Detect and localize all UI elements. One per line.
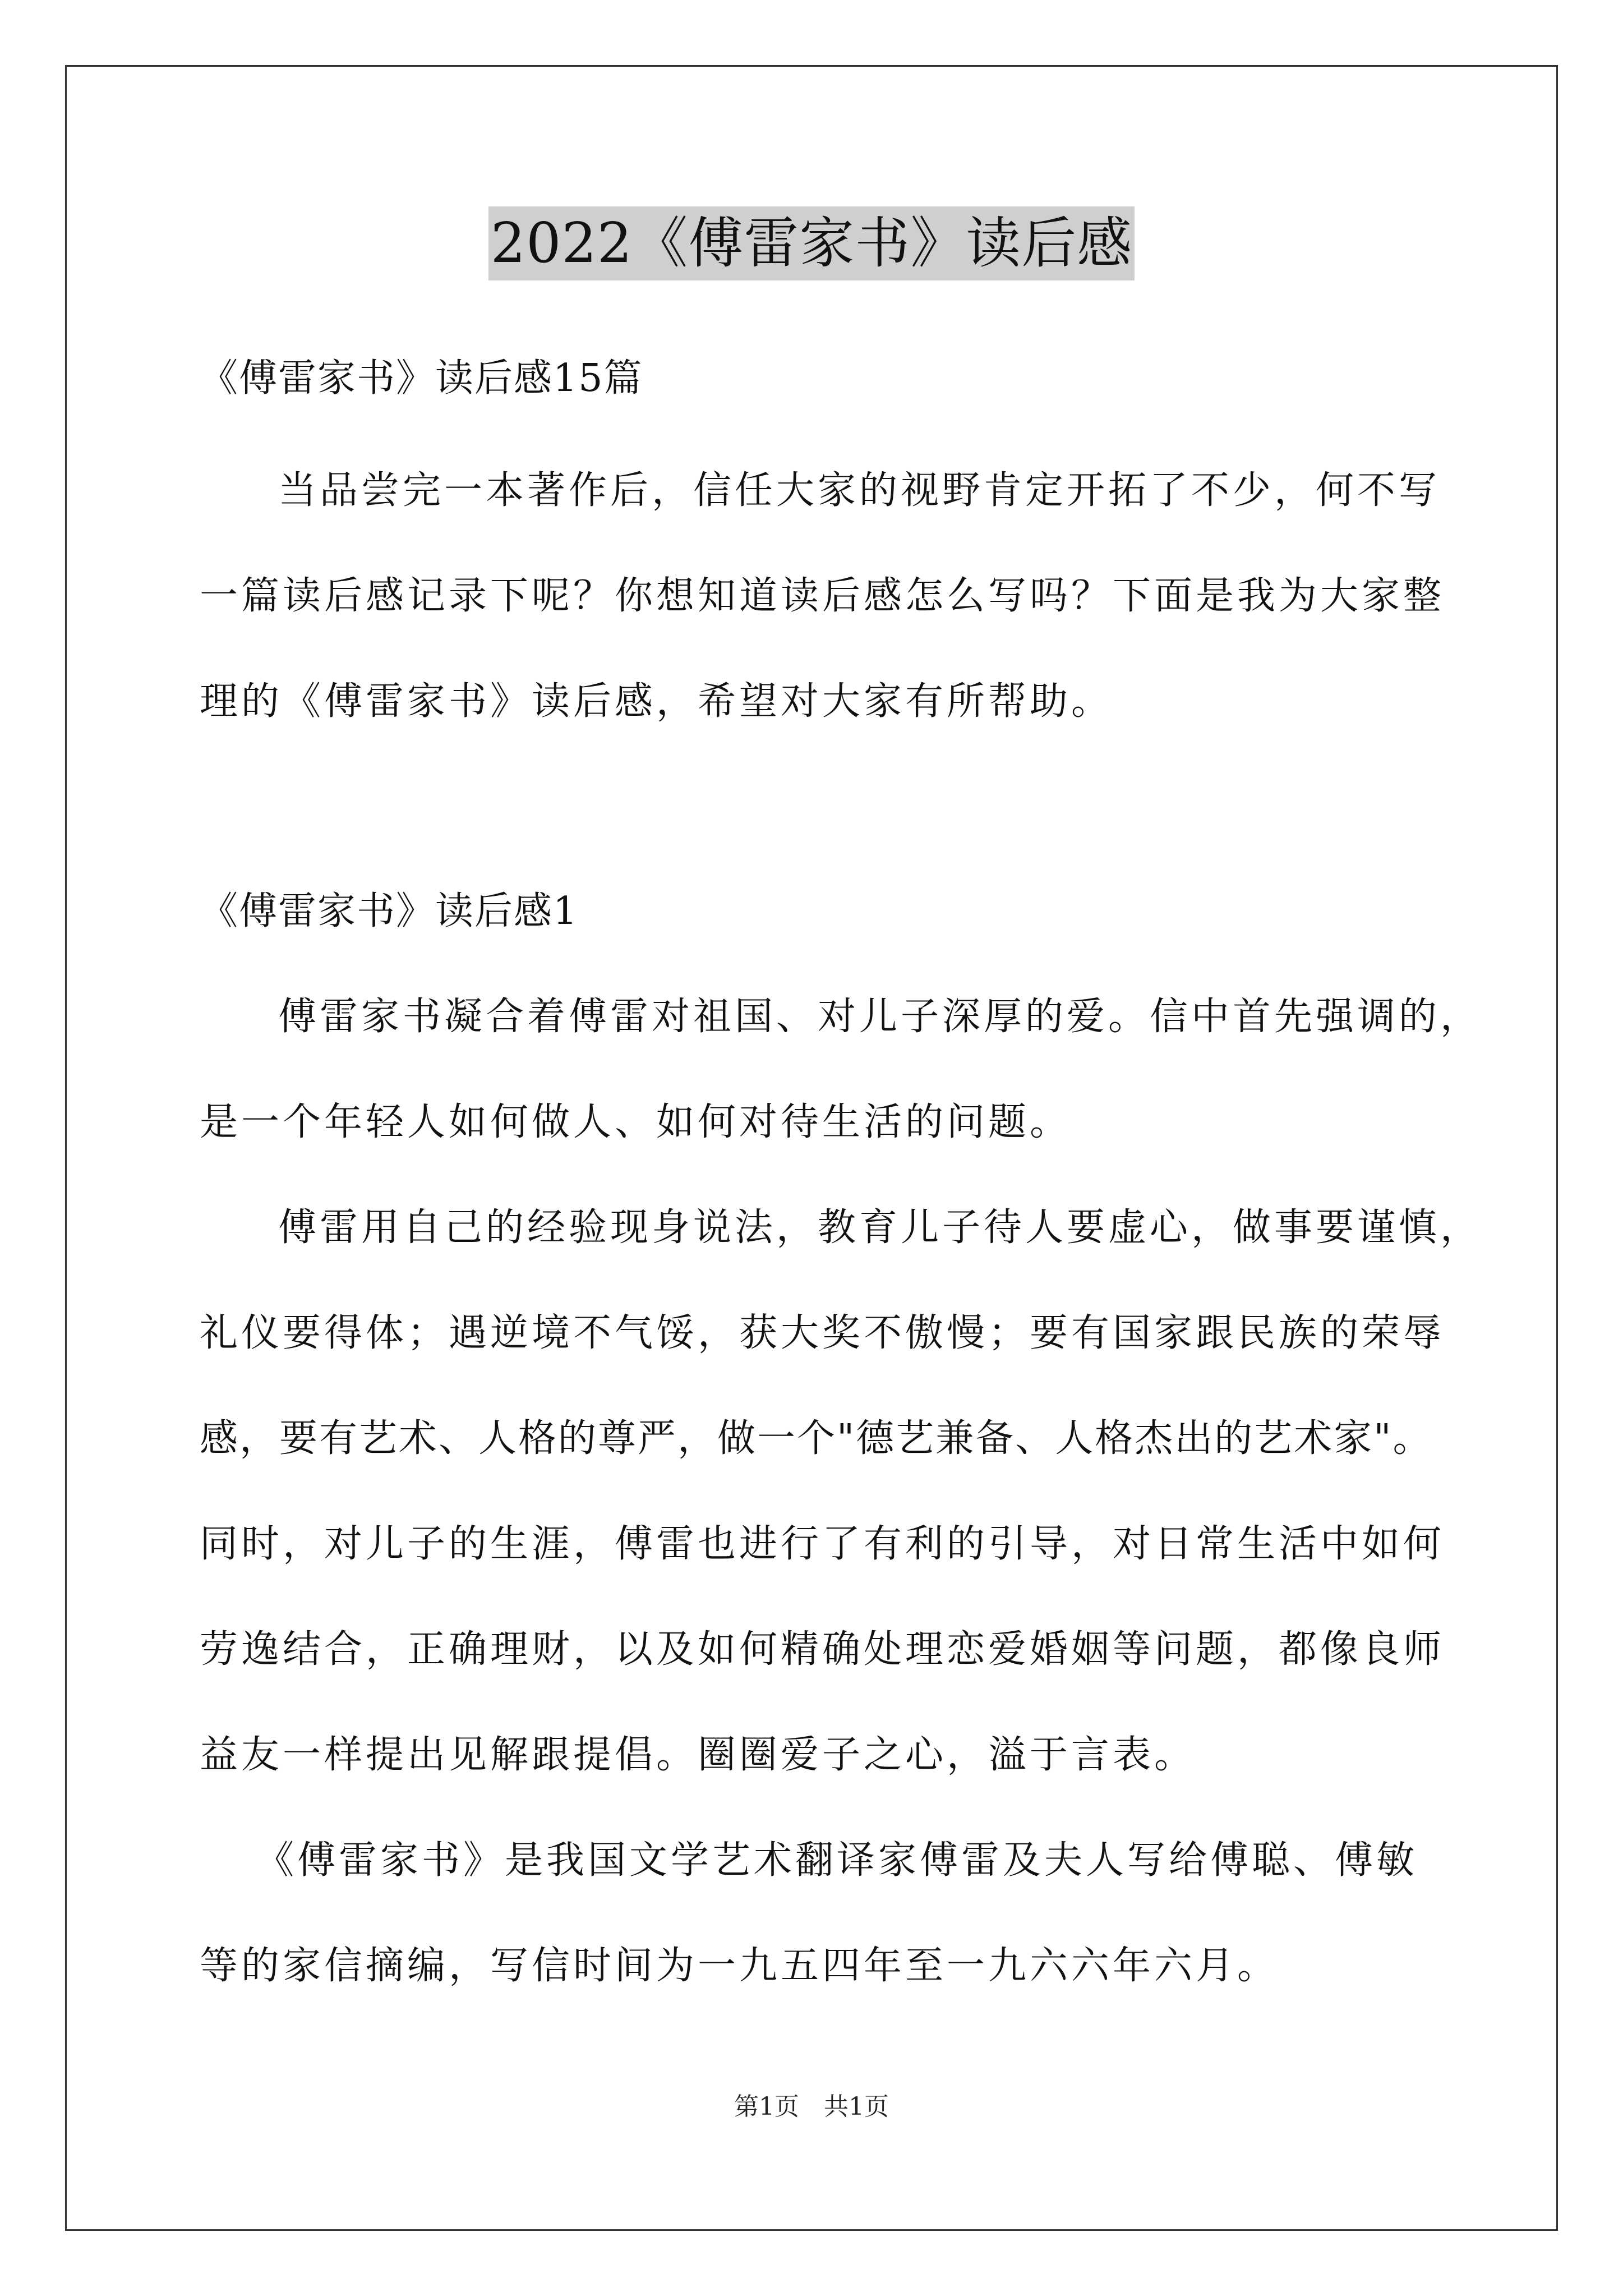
paragraph-line: 感，要有艺术、人格的尊严，做一个"德艺兼备、人格杰出的艺术家"。 <box>200 1416 1433 1461</box>
page-footer: 第1页 共1页 <box>734 2092 889 2121</box>
paragraph-line: 是一个年轻人如何做人、如何对待生活的问题。 <box>200 1100 1072 1144</box>
paragraph-line: 傅雷用自己的经验现身说法，教育儿子待人要虚心，做事要谨慎， <box>278 1205 1482 1250</box>
title-container <box>0 206 1623 280</box>
section-heading: 《傅雷家书》读后感1 <box>200 889 579 933</box>
intro-line: 当品尝完一本著作后，信任大家的视野肯定开拓了不少，何不写 <box>278 468 1441 513</box>
paragraph-line: 同时，对儿子的生涯，傅雷也进行了有利的引导，对日常生活中如何 <box>200 1522 1445 1566</box>
paragraph-line: 益友一样提出见解跟提倡。圈圈爱子之心，溢于言表。 <box>200 1733 1196 1777</box>
paragraph-line: 劳逸结合，正确理财，以及如何精确处理恋爱婚姻等问题，都像良师 <box>200 1627 1445 1672</box>
paragraph-line: 礼仪要得体；遇逆境不气馁，获大奖不傲慢；要有国家跟民族的荣辱 <box>200 1311 1445 1355</box>
document-title: 2022《傅雷家书》读后感 <box>488 206 1135 280</box>
intro-line: 一篇读后感记录下呢？你想知道读后感怎么写吗？下面是我为大家整 <box>200 574 1445 618</box>
paragraph-line: 傅雷家书凝合着傅雷对祖国、对儿子深厚的爱。信中首先强调的， <box>278 995 1482 1039</box>
intro-line: 理的《傅雷家书》读后感，希望对大家有所帮助。 <box>200 679 1113 724</box>
paragraph-line: 等的家信摘编，写信时间为一九五四年至一九六六年六月。 <box>200 1944 1279 1988</box>
document-subtitle: 《傅雷家书》读后感15篇 <box>200 356 643 401</box>
paragraph-line: 《傅雷家书》是我国文学艺术翻译家傅雷及夫人写给傅聪、傅敏 <box>256 1838 1418 1883</box>
